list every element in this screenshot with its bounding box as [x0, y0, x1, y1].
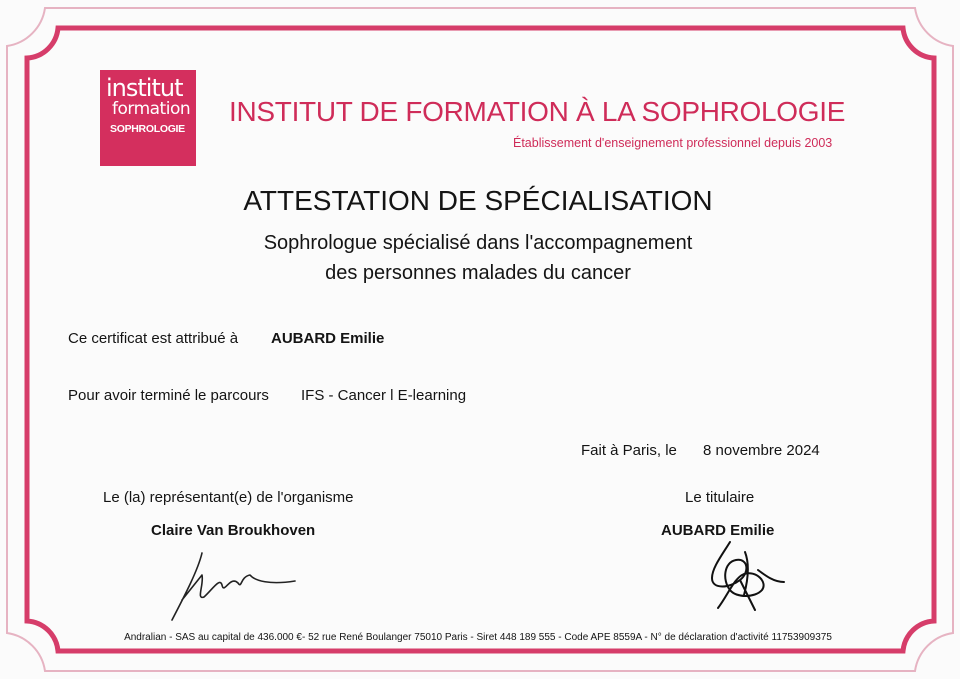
awardee-name: AUBARD Emilie — [271, 330, 385, 347]
holder-signature — [700, 540, 790, 615]
certificate-title: ATTESTATION DE SPÉCIALISATION — [243, 185, 713, 216]
institute-logo — [100, 70, 196, 166]
legal-footer: Andralian - SAS au capital de 436.000 €- 52 rue René Boulanger 75010 Paris - Siret 448 189 555 - Code APE 8559A - N° de déclaration d'activité 11753909375 — [124, 632, 832, 643]
holder-role: Le titulaire — [685, 489, 755, 506]
institute-tagline: Établissement d'enseignement professionnel depuis 2003 — [513, 136, 833, 150]
holder-signatory-name: AUBARD Emilie — [661, 522, 775, 539]
certificate-subtitle-line2: des personnes malades du cancer — [325, 262, 631, 284]
logo-text-line1: institut — [106, 74, 183, 102]
course-name: IFS - Cancer l E-learning — [301, 387, 467, 404]
completed-label: Pour avoir terminé le parcours — [68, 387, 269, 404]
organization-role: Le (la) représentant(e) de l'organisme — [103, 489, 354, 506]
certificate-subtitle-line1: Sophrologue spécialisé dans l'accompagnement — [263, 232, 693, 254]
place-label: Fait à Paris, le — [581, 442, 677, 459]
organization-signature — [160, 545, 310, 625]
logo-text-line3: SOPHROLOGIE — [110, 123, 185, 135]
awarded-label: Ce certificat est attribué à — [68, 330, 239, 347]
logo-text-line2: formation — [112, 99, 191, 119]
issue-date: 8 novembre 2024 — [703, 442, 820, 459]
organization-signatory-name: Claire Van Broukhoven — [151, 522, 316, 539]
institute-name: INSTITUT DE FORMATION À LA SOPHROLOGIE — [229, 96, 846, 127]
